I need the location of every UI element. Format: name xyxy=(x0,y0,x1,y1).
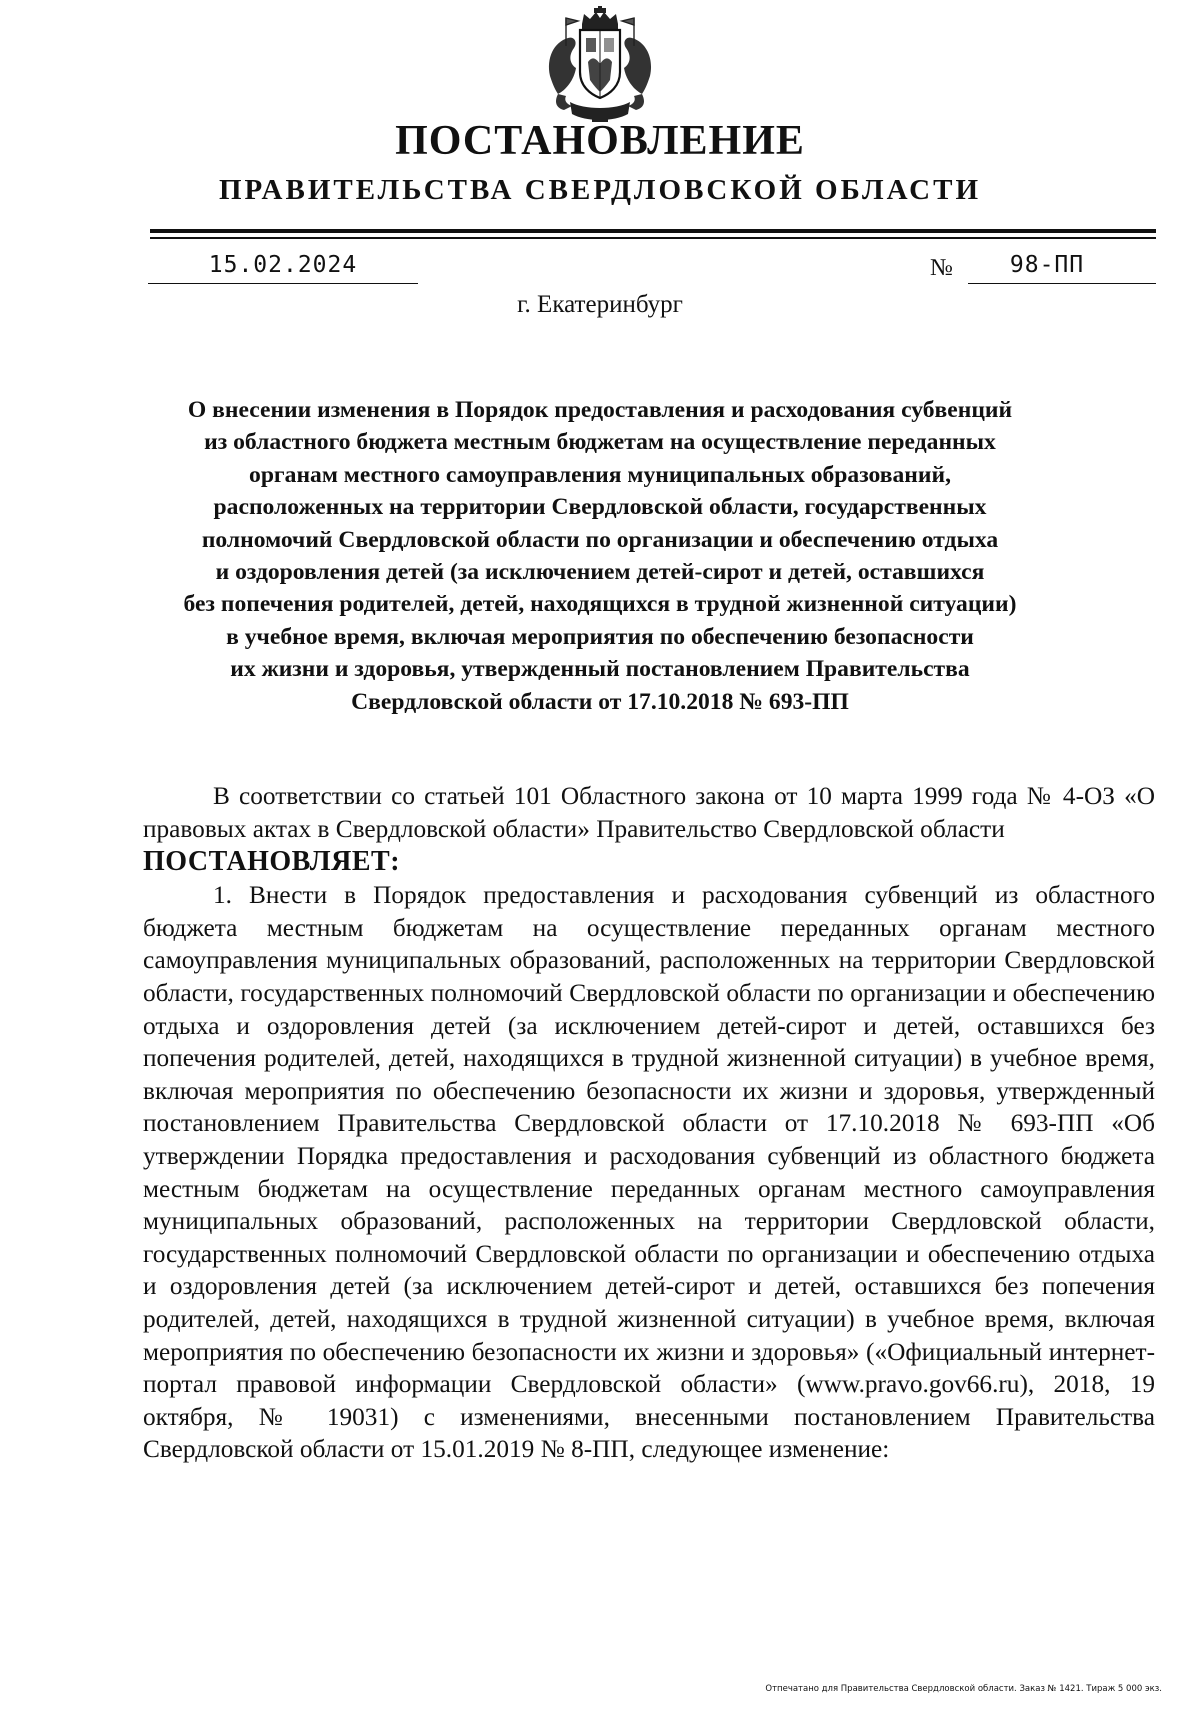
issue-city: г. Екатеринбург xyxy=(517,291,683,318)
title-line: и оздоровления детей (за исключением детей-сирот и детей, оставшихся xyxy=(215,559,985,586)
title-line: из областного бюджета местным бюджетам на осуществление переданных xyxy=(204,429,996,456)
title-line: органам местного самоуправления муниципальных образований, xyxy=(249,461,951,488)
preamble-paragraph: В соответствии со статьей 101 Областного закона от 10 марта 1999 года № 4-ОЗ «О правовых актах в Свердловской области» Правительство Свердловской области xyxy=(143,782,1155,843)
sverdlovsk-coat-of-arms-icon xyxy=(544,6,656,124)
document-title xyxy=(140,394,1060,718)
document-body xyxy=(143,780,1155,1466)
title-line: их жизни и здоровья, утвержденный постановлением Правительства xyxy=(230,656,970,683)
header-divider-thick xyxy=(150,229,1156,233)
title-line: Свердловской области от 17.10.2018 № 693-ПП xyxy=(351,688,849,715)
title-line: полномочий Свердловской области по организации и обеспечению отдыха xyxy=(201,526,999,553)
print-note: Отпечатано для Правительства Свердловской области. Заказ № 1421. Тираж 5 000 экз. xyxy=(765,1684,1162,1694)
title-line: в учебное время, включая мероприятия по обеспечению безопасности xyxy=(226,623,974,650)
number-sign: № xyxy=(930,255,953,281)
title-line: без попечения родителей, детей, находящихся в трудной жизненной ситуации) xyxy=(183,591,1017,618)
resolves-heading: ПОСТАНОВЛЯЕТ: xyxy=(143,846,401,878)
document-date: 15.02.2024 xyxy=(208,252,358,278)
date-underline xyxy=(148,283,418,284)
title-line: расположенных на территории Свердловской области, государственных xyxy=(213,494,987,521)
title-line: О внесении изменения в Порядок предоставления и расходования субвенций xyxy=(187,397,1013,423)
issuer-heading: ПРАВИТЕЛЬСТВА СВЕРДЛОВСКОЙ ОБЛАСТИ xyxy=(218,174,982,206)
document-number: 98-ПП xyxy=(1009,252,1085,278)
number-underline xyxy=(968,283,1156,284)
header-divider-thin xyxy=(150,237,1156,239)
item-1-paragraph: 1. Внести в Порядок предоставления и расходования субвенций из областного бюджета местным бюджетам на осуществление переданных органам местного самоуправления муниципальных образований, расположенных на территории Свердловской области, государственных полномочий Свердловской области по организации и обеспечению отдыха и оздоровления детей (за исключением детей-сирот и детей, оставшихся без попечения родителей, детей, находящихся в трудной жизненной ситуации) в учебное время, включая мероприятия по обеспечению безопасности их жизни и здоровья, утвержденный постановлением Правительства Свердловской области от 17.10.2018 № 693-ПП «Об утверждении Порядка предоставления и расходования субвенций из областного бюджета местным бюджетам на осуществление переданных органам местного самоуправления муниципальных образований, расположенных на территории Свердловской области, государственных полномочий Свердловской области по организации и обеспечению отдыха и оздоровления детей (за исключением детей-сирот и детей, оставшихся без попечения родителей, детей, находящихся в трудной жизненной ситуации) в учебное время, включая мероприятия по обеспечению безопасности их жизни и здоровья» («Официальный интернет-портал правовой информации Свердловской области» (www.pravo.gov66.ru), 2018, 19 октября, № 19031) с изменениями, внесенными постановлением Правительства Свердловской области от 15.01.2019 № 8-ПП, следующее изменение: xyxy=(143,881,1155,1464)
document-type-heading: ПОСТАНОВЛЕНИЕ xyxy=(395,118,805,164)
